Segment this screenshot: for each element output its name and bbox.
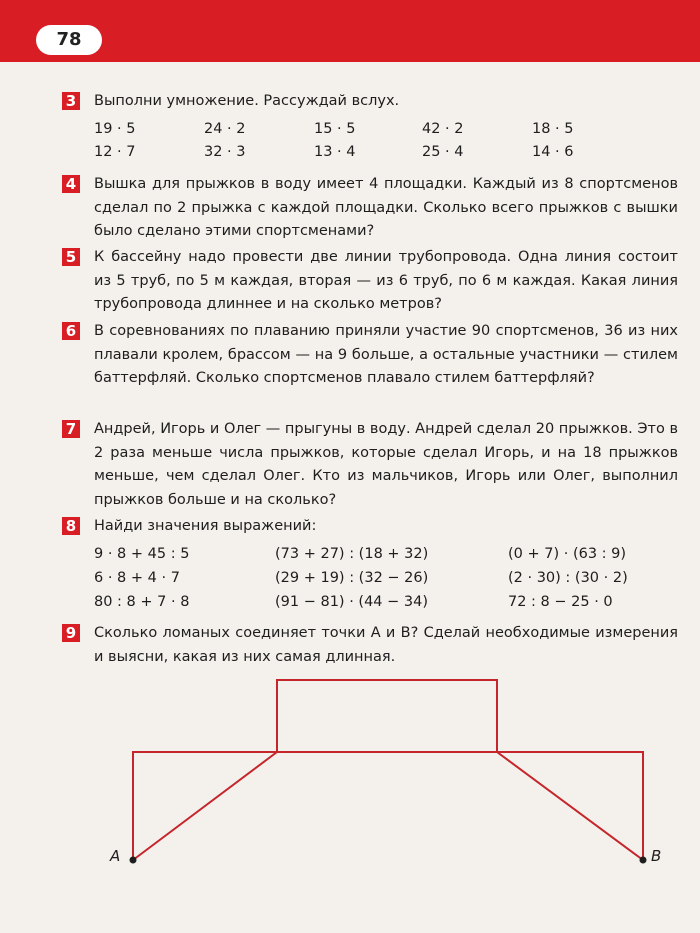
page-number: 78 — [36, 25, 102, 55]
expression: 12 · 7 — [94, 144, 136, 160]
task-9-text: Сколько ломаных соединяет точки A и B? Сделай необходимые измерения и выясни, какая из них самая длинная. — [94, 625, 678, 665]
task-4-number: 4 — [62, 175, 80, 193]
task-7-number: 7 — [62, 420, 80, 438]
polyline-outer — [133, 680, 643, 860]
task-4-text: Вышка для прыжков в воду имеет 4 площадки. Каждый из 8 спортсменов сделал по 2 прыжка с каждой площадки. Сколько всего прыжков с вышки было сделано этими спортсменами? — [94, 176, 678, 239]
polyline-inner — [133, 752, 643, 860]
point-b — [640, 857, 647, 864]
expression: (29 + 19) : (32 − 26) — [275, 570, 429, 586]
task-6-text: В соревнованиях по плаванию приняли участие 90 спортсменов, 36 из них плавали кролем, брассом — на 9 больше, а остальные участники — стилем баттерфляй. Сколько спортсменов плавало стилем баттерфляй? — [94, 323, 678, 386]
expression: (2 · 30) : (30 · 2) — [508, 570, 628, 586]
expression: 24 · 2 — [204, 121, 246, 137]
expression: 25 · 4 — [422, 144, 464, 160]
task-3-text: Выполни умножение. Рассуждай вслух. — [94, 93, 400, 109]
point-a-label: A — [110, 847, 121, 865]
expression: 9 · 8 + 45 : 5 — [94, 546, 190, 562]
expression: 15 · 5 — [314, 121, 356, 137]
task-5-text: К бассейну надо провести две линии трубопровода. Одна линия состоит из 5 труб, по 5 м каждая, вторая — из 6 труб, по 6 м каждая. Какая линия трубопровода длиннее и на сколько метров? — [94, 249, 678, 312]
expression: 14 · 6 — [532, 144, 574, 160]
task-6-number: 6 — [62, 322, 80, 340]
point-b-label: B — [651, 847, 662, 865]
expression: 72 : 8 − 25 · 0 — [508, 594, 613, 610]
point-a — [130, 857, 137, 864]
expression: 42 · 2 — [422, 121, 464, 137]
expression: 18 · 5 — [532, 121, 574, 137]
task-8-text: Найди значения выражений: — [94, 518, 317, 534]
expression: 32 · 3 — [204, 144, 246, 160]
expression: 19 · 5 — [94, 121, 136, 137]
task-3-number: 3 — [62, 92, 80, 110]
expression: 13 · 4 — [314, 144, 356, 160]
expression: 6 · 8 + 4 · 7 — [94, 570, 180, 586]
task-9-number: 9 — [62, 624, 80, 642]
expression: (0 + 7) · (63 : 9) — [508, 546, 627, 562]
task-8-number: 8 — [62, 517, 80, 535]
expression: (73 + 27) : (18 + 32) — [275, 546, 429, 562]
expression: 80 : 8 + 7 · 8 — [94, 594, 190, 610]
task-5-number: 5 — [62, 248, 80, 266]
task-7-text: Андрей, Игорь и Олег — прыгуны в воду. Андрей сделал 20 прыжков. Это в 2 раза меньше числа прыжков, которые сделал Игорь, и на 18 прыжков меньше, чем сделал Олег. Кто из мальчиков, Игорь или Олег, выполнил прыжков больше и на сколько? — [94, 421, 678, 508]
expression: (91 − 81) · (44 − 34) — [275, 594, 428, 610]
